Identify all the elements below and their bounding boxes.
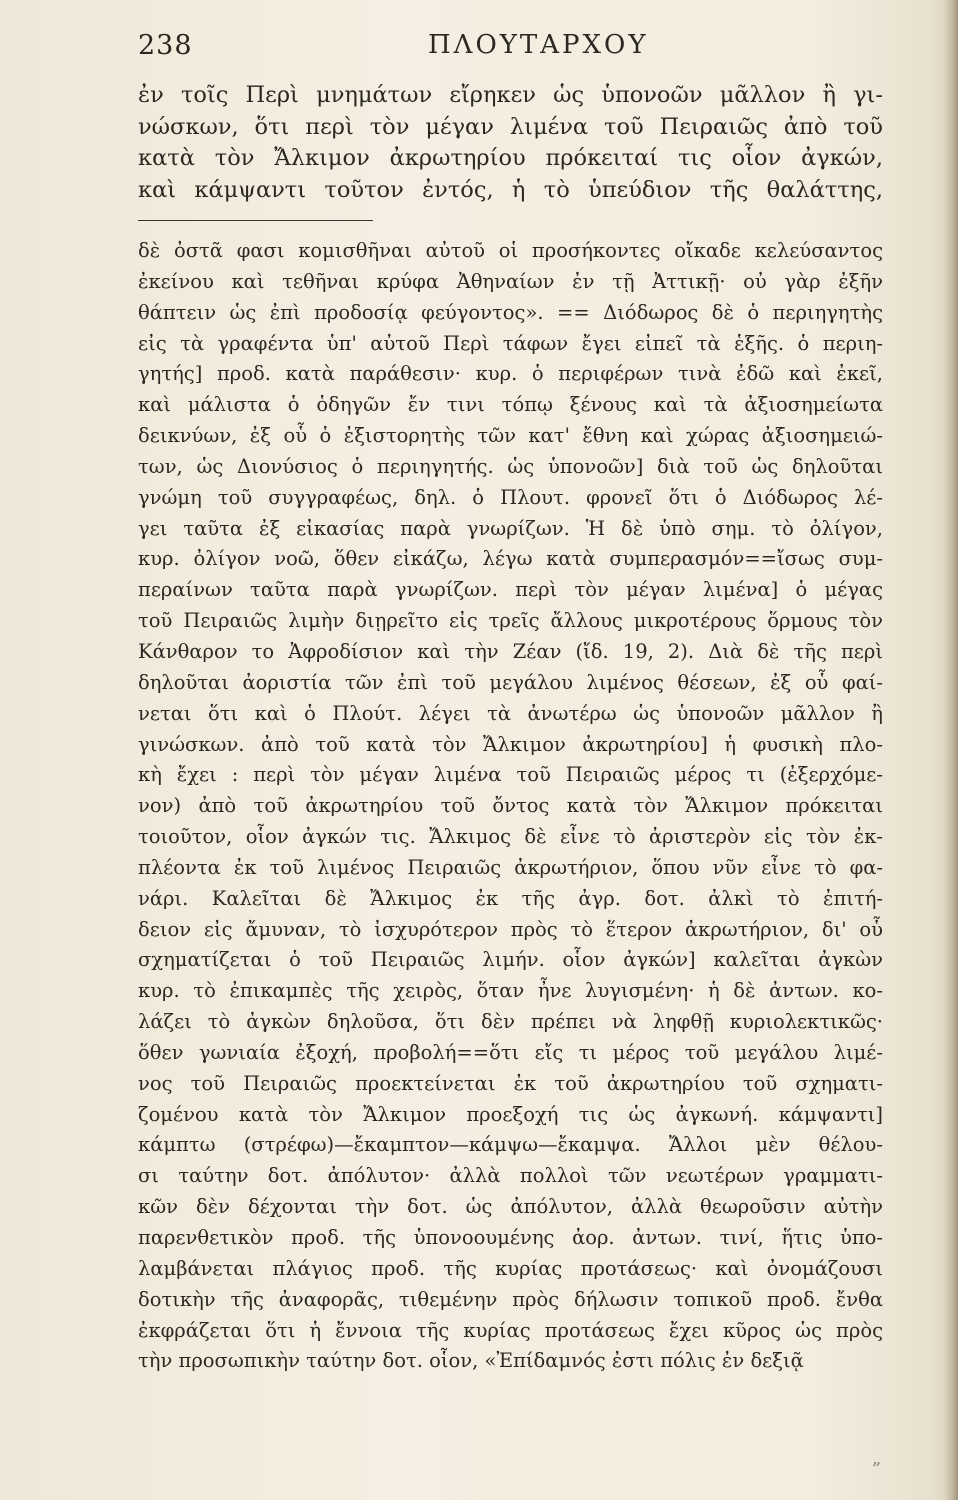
commentary-notes [138, 236, 883, 1377]
note-line: λάζει τὸ ἀγκὼν δηλοῦσα, ὅτι δὲν πρέπει νὰ ληφθῇ κυριολεκτικῶς· [138, 1010, 883, 1034]
main-text-block [138, 80, 883, 206]
main-text-line: καὶ κάμψαντι τοῦτον ἐντός, ἡ τὸ ὑπεύδιον τῆς θαλάττης, [138, 176, 883, 203]
note-line: νάρι. Καλεῖται δὲ Ἄλκιμος ἐκ τῆς ἀγρ. δοτ. ἀλκὶ τὸ ἐπιτή- [138, 886, 883, 910]
running-head: ΠΛΟΥΤΑΡΧΟΥ [428, 30, 649, 60]
note-line: πλέοντα ἐκ τοῦ λιμένος Πειραιῶς ἀκρωτήριον, ὅπου νῦν εἶνε τὸ φα- [138, 855, 883, 879]
note-line: ζομένου κατὰ τὸν Ἄλκιμον προεξοχή τις ὡς ἀγκωνή. κάμψαντι] [138, 1102, 883, 1126]
note-line: γει ταῦτα ἐξ εἰκασίας παρὰ γνωρίζων. Ἡ δὲ ὑπὸ σημ. τὸ ὀλίγον, [138, 516, 883, 540]
note-line: δεικνύων, ἐξ οὗ ὁ ἐξιστορητὴς τῶν κατ' ἔθνη καὶ χώρας ἀξιοσημειώ- [138, 424, 883, 448]
note-line: ἐκφράζεται ὅτι ἡ ἔννοια τῆς κυρίας προτάσεως ἔχει κῦρος ὡς πρὸς [138, 1318, 883, 1342]
footnote-separator-rule [138, 220, 373, 221]
note-line: νον) ἀπὸ τοῦ ἀκρωτηρίου τοῦ ὄντος κατὰ τὸν Ἄλκιμον πρόκειται [138, 794, 883, 818]
note-line: καὶ μάλιστα ὁ ὁδηγῶν ἔν τινι τόπῳ ξένους καὶ τὰ ἀξιοσημείωτα [138, 393, 883, 417]
note-line: δοτικὴν τῆς ἀναφορᾶς, τιθεμένην πρὸς δήλωσιν τοπικοῦ προδ. ἔνθα [138, 1287, 883, 1311]
note-line: νεται ὅτι καὶ ὁ Πλούτ. λέγει τὰ ἀνωτέρω ὡς ὑπονοῶν μᾶλλον ἢ [138, 701, 883, 725]
note-line: νος τοῦ Πειραιῶς προεκτείνεται ἐκ τοῦ ἀκρωτηρίου τοῦ σχηματι- [138, 1071, 883, 1095]
note-line: τὴν προσωπικὴν ταύτην δοτ. οἷον, «Ἐπίδαμνός ἐστι πόλις ἐν δεξιᾷ [138, 1349, 804, 1373]
note-line: τοιοῦτον, οἷον ἀγκών τις. Ἄλκιμος δὲ εἶνε τὸ ἀριστερὸν εἰς τὸν ἐκ- [138, 825, 883, 849]
note-line: κὴ ἔχει : περὶ τὸν μέγαν λιμένα τοῦ Πειραιῶς μέρος τι (ἐξερχόμε- [138, 763, 883, 787]
note-line: κυρ. ὀλίγον νοῶ, ὅθεν εἰκάζω, λέγω κατὰ συμπερασμόν==ἴσως συμ- [138, 547, 883, 571]
note-line: γινώσκων. ἀπὸ τοῦ κατὰ τὸν Ἄλκιμον ἀκρωτηρίου] ἡ φυσικὴ πλο- [138, 732, 883, 756]
note-line: τοῦ Πειραιῶς λιμὴν διῃρεῖτο εἰς τρεῖς ἄλλους μικροτέρους ὅρμους τὸν [138, 609, 883, 633]
note-line: ὅθεν γωνιαία ἐξοχή, προβολή==ὅτι εἴς τι μέρος τοῦ μεγάλου λιμέ- [138, 1040, 883, 1064]
note-line: δηλοῦται ἀοριστία τῶν ἐπὶ τοῦ μεγάλου λιμένος θέσεων, ἐξ οὗ φαί- [138, 670, 883, 694]
note-line: σι ταύτην δοτ. ἀπόλυτον· ἀλλὰ πολλοὶ τῶν νεωτέρων γραμματι- [138, 1164, 883, 1188]
note-line: των, ὡς Διονύσιος ὁ περιηγητής. ὡς ὑπονοῶν] διὰ τοῦ ὡς δηλοῦται [138, 454, 883, 478]
note-line: δὲ ὀστᾶ φασι κομισθῆναι αὐτοῦ οἱ προσήκοντες οἴκαδε κελεύσαντος [138, 239, 883, 262]
note-line: κάμπτω (στρέφω)—ἔκαμπτον—κάμψω—ἔκαμψα. Ἄλλοι μὲν θέλου- [138, 1133, 883, 1157]
note-line: λαμβάνεται πλάγιος προδ. τῆς κυρίας προτάσεως· καὶ ὀνομάζουσι [138, 1256, 883, 1280]
note-line: γητής] προδ. κατὰ παράθεσιν· κυρ. ὁ περιφέρων τινὰ ἐδῶ καὶ ἐκεῖ, [138, 362, 883, 386]
note-line: ἐκείνου καὶ τεθῆναι κρύφα Ἀθηναίων ἐν τῇ Ἀττικῇ· οὐ γὰρ ἐξῆν [138, 269, 883, 293]
note-line: κυρ. τὸ ἐπικαμπὲς τῆς χειρὸς, ὅταν ἦνε λυγισμένη· ἡ δὲ ἀντων. κο- [138, 979, 883, 1003]
note-line: παρενθετικὸν προδ. τῆς ὑπονοουμένης ἀορ. ἀντων. τινί, ἥτις ὑπο- [138, 1226, 883, 1249]
main-text-line: ἐν τοῖς Περὶ μνημάτων εἴρηκεν ὡς ὑπονοῶν μᾶλλον ἢ γι- [138, 82, 883, 108]
note-line: Κάνθαρον το Ἀφροδίσιον καὶ τὴν Ζέαν (ἴδ. 19, 2). Διὰ δὲ τῆς περὶ [138, 639, 883, 663]
footer-mark: „ [872, 1448, 882, 1469]
page-edge-shadow [944, 0, 958, 1500]
note-line: δειον εἰς ἄμυναν, τὸ ἰσχυρότερον πρὸς τὸ ἕτερον ἀκρωτήριον, δι' οὗ [138, 917, 883, 941]
note-line: γνώμη τοῦ συγγραφέως, δηλ. ὁ Πλουτ. φρονεῖ ὅτι ὁ Διόδωρος λέ- [138, 485, 883, 509]
note-line: περαίνων ταῦτα παρὰ γνωρίζων. περὶ τὸν μέγαν λιμένα] ὁ μέγας [138, 578, 883, 602]
main-text-line: κατὰ τὸν Ἄλκιμον ἀκρωτηρίου πρόκειταί τις οἷον ἀγκών, [138, 145, 883, 171]
note-line: κῶν δὲν δέχονται τὴν δοτ. ὡς ἀπόλυτον, ἀλλὰ θεωροῦσιν αὐτὴν [138, 1195, 883, 1219]
main-text-line: νώσκων, ὅτι περὶ τὸν μέγαν λιμένα τοῦ Πειραιῶς ἀπὸ τοῦ [138, 113, 883, 140]
note-line: θάπτειν ὡς ἐπὶ προδοσίᾳ φεύγοντος». == Διόδωρος δὲ ὁ περιηγητὴς [138, 300, 883, 324]
page-number: 238 [138, 30, 193, 61]
note-line: εἰς τὰ γραφέντα ὑπ' αὐτοῦ Περὶ τάφων ἔγει εἰπεῖ τὰ ἑξῆς. ὁ περιη- [138, 331, 883, 355]
note-line: σχηματίζεται ὁ τοῦ Πειραιῶς λιμήν. οἷον ἀγκών] καλεῖται ἀγκὼν [138, 948, 883, 972]
page-header [138, 30, 878, 70]
